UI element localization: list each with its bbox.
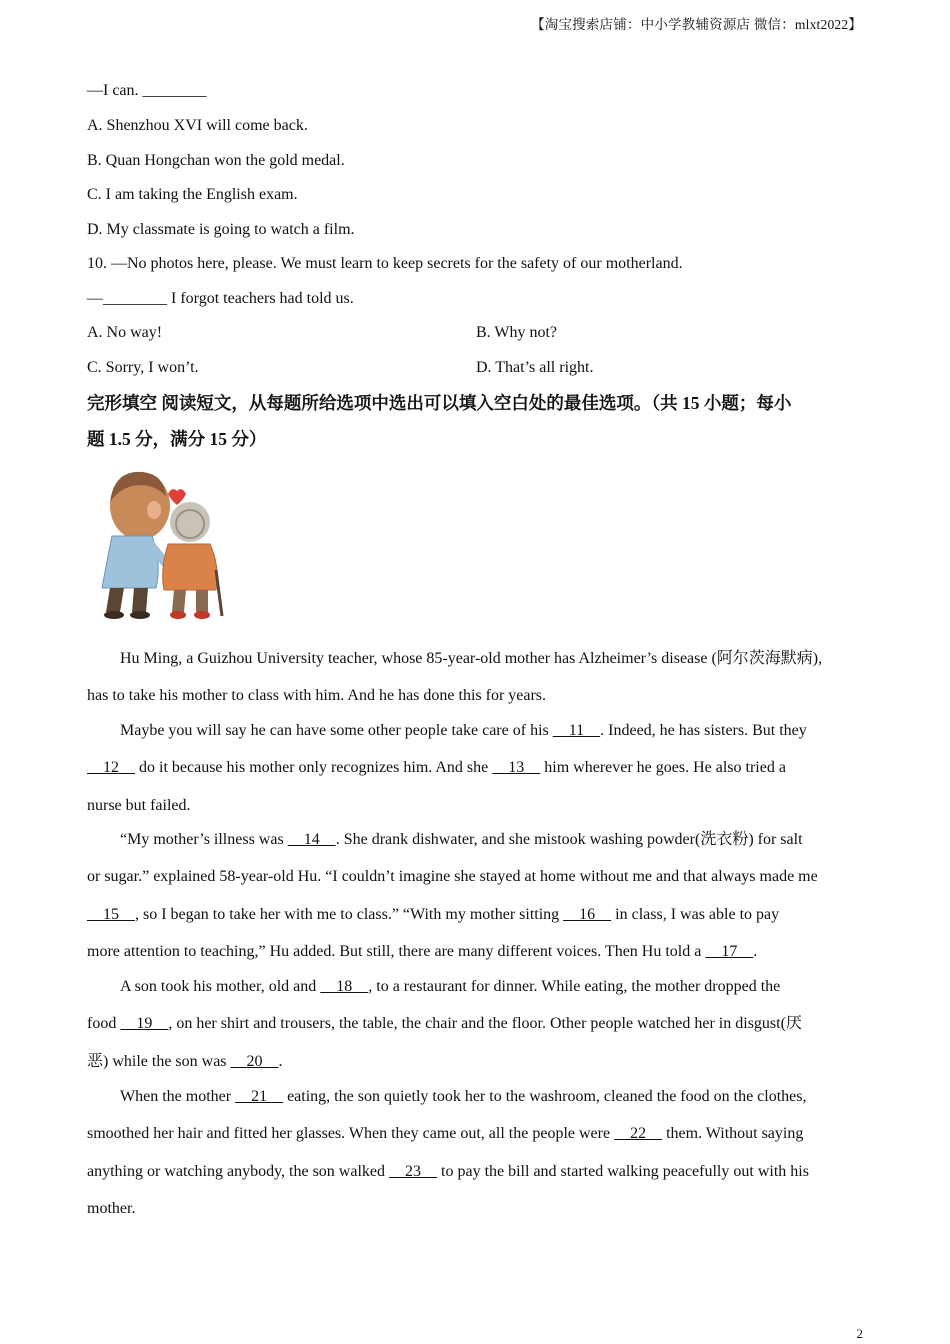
p4-text-f: 恶) while the son was	[87, 1052, 231, 1070]
p3-text-e: , so I began to take her with me to class.” “With my mother sitting	[135, 905, 564, 923]
p5-text-a: When the mother	[120, 1088, 236, 1105]
q9-answer-line: —I can. ________	[87, 82, 207, 99]
blank-11: 11	[552, 722, 601, 739]
p4-text-a: A son took his mother, old and	[120, 978, 321, 995]
section-title-line1: 完形填空 阅读短文，从每题所给选项中选出可以填入空白处的最佳选项。（共 15 小题；每小	[87, 393, 792, 413]
passage-paragraph-3	[87, 821, 863, 970]
passage-paragraph-2	[87, 712, 863, 824]
p1-text-b: has to take his mother to class with him. And he has done this for years.	[87, 687, 547, 705]
q10-option-a: A. No way!	[87, 324, 163, 341]
p5-text-c: eating, the son quietly took her to the washroom, cleaned the food on the clothes,	[283, 1088, 807, 1105]
shop-header-note: 【淘宝搜索店铺：中小学教辅资源店 微信：mlxt2022】	[531, 17, 862, 32]
p3-text-f: in class, I was able to pay	[611, 905, 780, 923]
p2-text-e: him wherever he goes. He also tried a	[540, 759, 786, 777]
p5-text-d: smoothed her hair and fitted her glasses. When they came out, all the people were	[87, 1125, 615, 1143]
p2-text-f: nurse but failed.	[87, 796, 191, 814]
p3-text-h: .	[753, 942, 758, 960]
cloze-section-title	[87, 385, 865, 457]
p5-text-f: anything or watching anybody, the son walked	[87, 1162, 390, 1180]
p2-text-a: Maybe you will say he can have some other people take care of his	[120, 722, 553, 739]
blank-23: 23	[389, 1162, 438, 1180]
blank-12: 12	[87, 759, 135, 777]
p4-text-e: , on her shirt and trousers, the table, the chair and the floor. Other people watched her in disgust(厌	[168, 1015, 802, 1033]
q9-option-c: C. I am taking the English exam.	[87, 186, 298, 203]
blank-20: 20	[230, 1052, 279, 1070]
p4-text-g: .	[278, 1052, 283, 1070]
page-number: 2	[856, 1326, 863, 1341]
q10-option-b: B. Why not?	[476, 324, 558, 341]
q10-option-c: C. Sorry, I won’t.	[87, 359, 199, 376]
p4-text-c: , to a restaurant for dinner. While eating, the mother dropped the	[368, 978, 781, 995]
blank-15: 15	[87, 905, 135, 923]
q10-option-d: D. That’s all right.	[476, 359, 594, 376]
blank-17: 17	[705, 942, 754, 960]
p4-text-d: food	[87, 1015, 121, 1033]
blank-13: 13	[492, 759, 541, 777]
q9-option-a: A. Shenzhou XVI will come back.	[87, 117, 308, 134]
blank-16: 16	[563, 905, 612, 923]
p3-text-c: . She drank dishwater, and she mistook washing powder(洗衣粉) for salt	[335, 831, 803, 848]
elderly-couple-illustration	[92, 466, 230, 622]
p5-text-e: them. Without saying	[662, 1125, 804, 1143]
blank-18: 18	[320, 978, 369, 995]
q9-option-d: D. My classmate is going to watch a film.	[87, 221, 355, 238]
blank-14: 14	[287, 831, 336, 848]
p5-text-h: mother.	[87, 1199, 136, 1217]
blank-22: 22	[614, 1125, 663, 1143]
p1-text-a: Hu Ming, a Guizhou University teacher, whose 85-year-old mother has Alzheimer’s disease (阿尔茨海默病),	[120, 650, 823, 667]
p3-text-g: more attention to teaching,” Hu added. But still, there are many different voices. Then Hu told a	[87, 942, 706, 960]
passage-paragraph-1	[87, 640, 863, 715]
q9-option-b: B. Quan Hongchan won the gold medal.	[87, 152, 345, 169]
passage-paragraph-5	[87, 1078, 863, 1227]
p3-text-a: “My mother’s illness was	[120, 831, 288, 848]
blank-21: 21	[235, 1088, 284, 1105]
p3-text-d: or sugar.” explained 58-year-old Hu. “I couldn’t imagine she stayed at home without me and that always made me	[87, 868, 818, 886]
q10-reply: —________ I forgot teachers had told us.	[87, 290, 354, 307]
passage-paragraph-4	[87, 968, 863, 1080]
p5-text-g: to pay the bill and started walking peacefully out with his	[437, 1162, 809, 1180]
q10-stem: 10. —No photos here, please. We must learn to keep secrets for the safety of our motherland.	[87, 255, 683, 272]
blank-19: 19	[120, 1015, 169, 1033]
section-title-line2: 题 1.5 分，满分 15 分）	[87, 429, 267, 449]
p2-text-c: . Indeed, he has sisters. But they	[600, 722, 807, 739]
p2-text-d: do it because his mother only recognizes him. And she	[135, 759, 493, 777]
